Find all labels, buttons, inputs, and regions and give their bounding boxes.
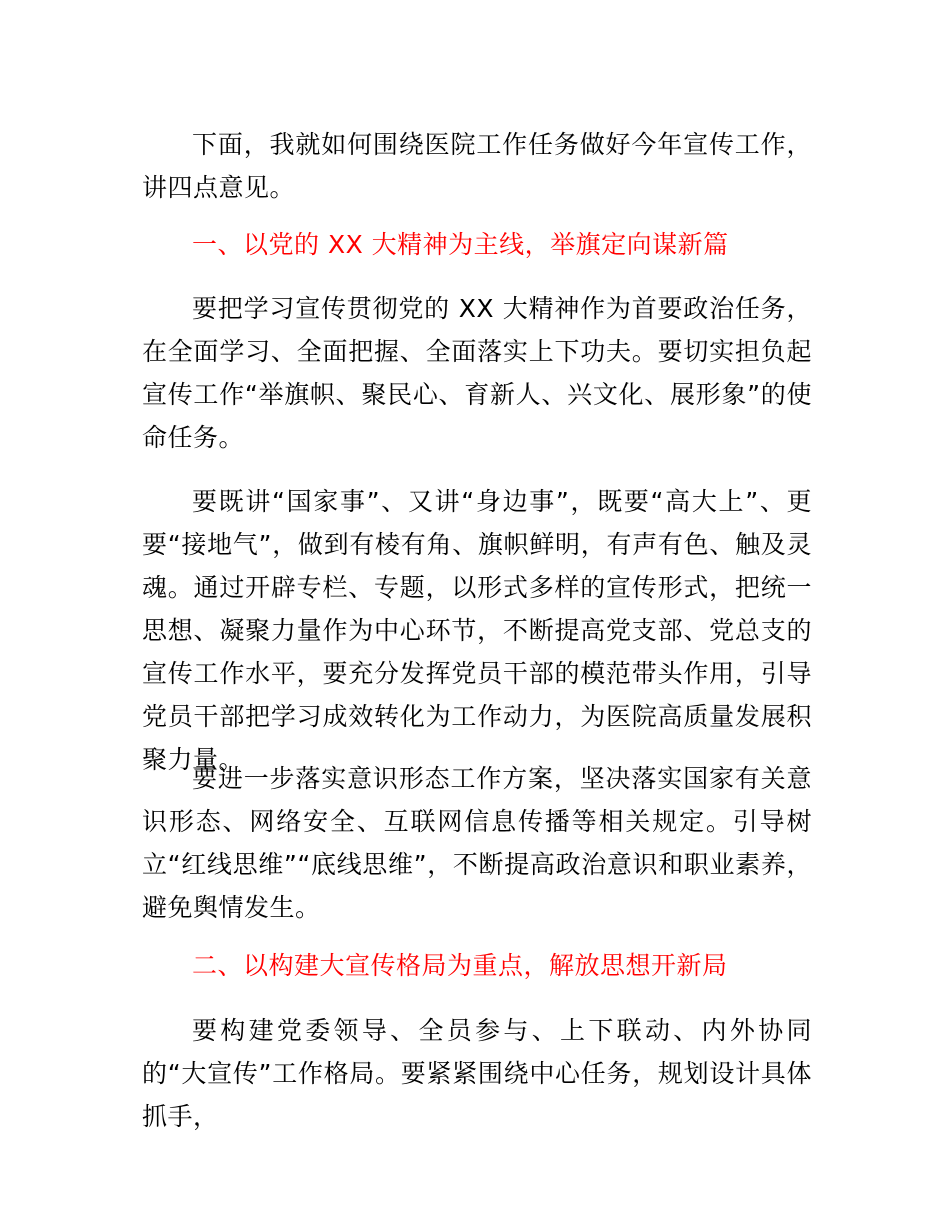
body-paragraph-4: 要构建党委领导、全员参与、上下联动、内外协同的“大宣传”工作格局。要紧紧围绕中心任务，规划设计具体抓手， <box>142 1016 812 1131</box>
body-paragraph-2: 要既讲“国家事”、又讲“身边事”，既要“高大上”、更要“接地气”，做到有棱有角、旗帜鲜明，有声有色、触及灵魂。通过开辟专栏、专题，以形式多样的宣传形式，把统一思想、凝聚力量作为中心环节，不断提高党支部、党总支的宣传工作水平，要充分发挥党员干部的模范带头作用，引导党员干部把学习成效转化为工作动力，为医院高质量发展积聚力量。 <box>142 487 812 774</box>
section-heading-2: 二、以构建大宣传格局为重点，解放思想开新局 <box>192 951 728 980</box>
intro-paragraph: 下面，我就如何围绕医院工作任务做好今年宣传工作，讲四点意见。 <box>142 130 812 202</box>
body-paragraph-1: 要把学习宣传贯彻党的 XX 大精神作为首要政治任务，在全面学习、全面把握、全面落实上下功夫。要切实担负起宣传工作“举旗帜、聚民心、育新人、兴文化、展形象”的使命任务。 <box>142 294 812 452</box>
body-paragraph-3: 要进一步落实意识形态工作方案，坚决落实国家有关意识形态、网络安全、互联网信息传播等相关规定。引导树立“红线思维”“底线思维”，不断提高政治意识和职业素养，避免舆情发生。 <box>142 764 812 922</box>
section-heading-1: 一、以党的 XX 大精神为主线，举旗定向谋新篇 <box>192 230 729 259</box>
